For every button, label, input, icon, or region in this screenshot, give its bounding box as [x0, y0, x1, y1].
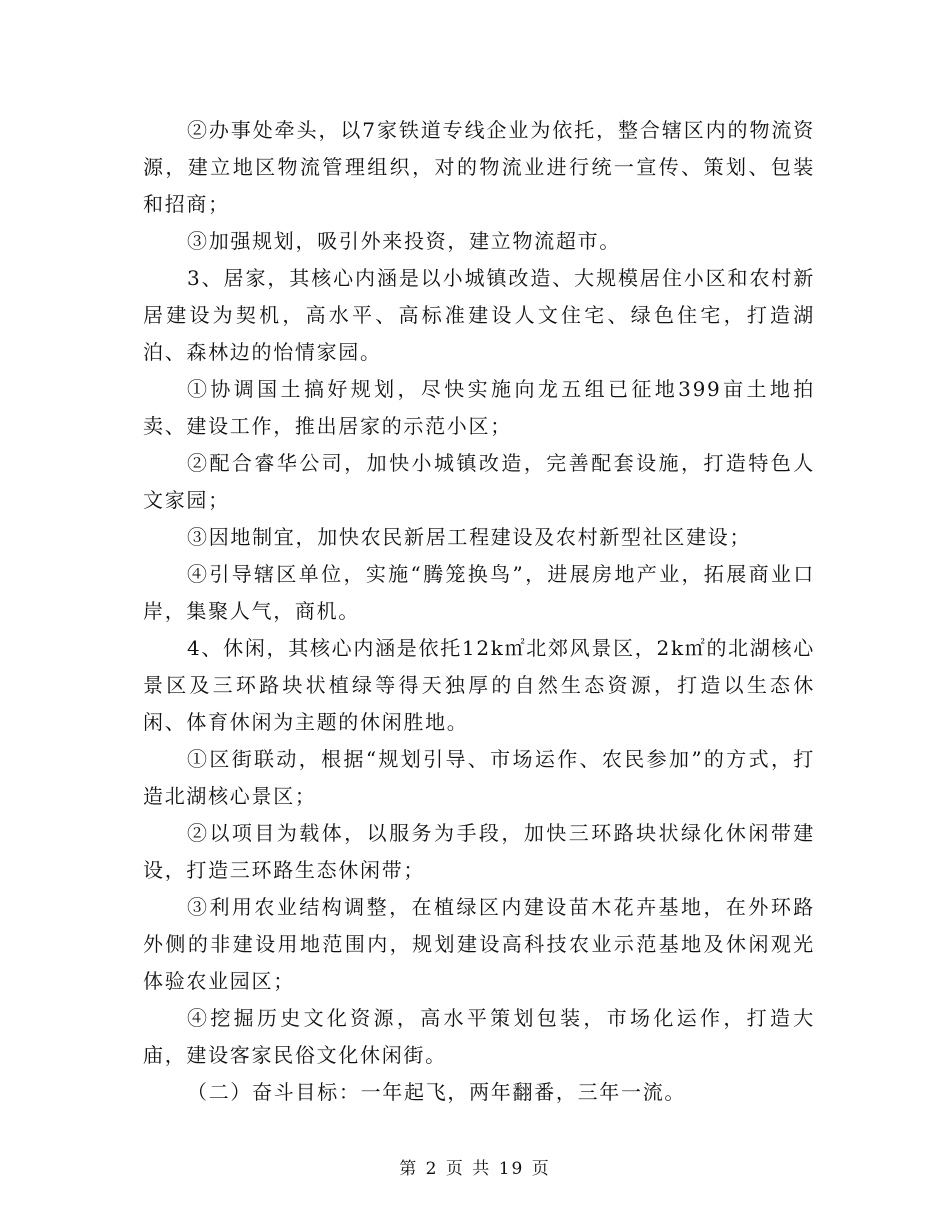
paragraph-land-planning: ①协调国土搞好规划，尽快实施向龙五组已征地399亩土地拍卖、建设工作，推出居家的示范小区；	[143, 377, 815, 438]
paragraph-farmer-housing: ③因地制宜，加快农民新居工程建设及农村新型社区建设；	[187, 525, 752, 549]
paragraph-residence-heading: 3、居家，其核心内涵是以小城镇改造、大规模居住小区和农村新居建设为契机，高水平、高标准建设人文住宅、绿色住宅，打造湖泊、森林边的怡情家园。	[143, 266, 815, 364]
paragraph-north-lake: ①区街联动，根据“规划引导、市场运作、农民参加”的方式，打造北湖核心景区；	[143, 747, 815, 808]
paragraph-logistics-supermarket: ③加强规划，吸引外来投资，建立物流超市。	[187, 229, 621, 253]
section-heading-goals: （二）奋斗目标：一年起飞，两年翻番，三年一流。	[187, 1080, 687, 1104]
paragraph-culture-street: ④挖掘历史文化资源，高水平策划包装，市场化运作，打造大庙，建设客家民俗文化休闲街。	[143, 1006, 815, 1067]
document-body	[143, 112, 815, 1111]
paragraph-ring-road-belt: ②以项目为载体，以服务为手段，加快三环路块状绿化休闲带建设，打造三环路生态休闲带；	[143, 821, 815, 882]
paragraph-town-renovation: ②配合睿华公司，加快小城镇改造，完善配套设施，打造特色人文家园；	[143, 451, 815, 512]
paragraph-leisure-heading: 4、休闲，其核心内涵是依托12k㎡北郊风景区，2k㎡的北湖核心景区及三环路块状植绿等得天独厚的自然生态资源，打造以生态休闲、体育休闲为主题的休闲胜地。	[143, 636, 815, 734]
paragraph-agriculture-park: ③利用农业结构调整，在植绿区内建设苗木花卉基地，在外环路外侧的非建设用地范围内，规划建设高科技农业示范基地及休闲观光体验农业园区；	[143, 895, 815, 993]
page-number-footer: 第 2 页 共 19 页	[399, 1159, 551, 1179]
paragraph-real-estate: ④引导辖区单位，实施“腾笼换鸟”，进展房地产业，拓展商业口岸，集聚人气，商机。	[143, 562, 815, 623]
paragraph-logistics-organization: ②办事处牵头，以7家铁道专线企业为依托，整合辖区内的物流资源，建立地区物流管理组织，对的物流业进行统一宣传、策划、包装和招商；	[143, 118, 815, 216]
